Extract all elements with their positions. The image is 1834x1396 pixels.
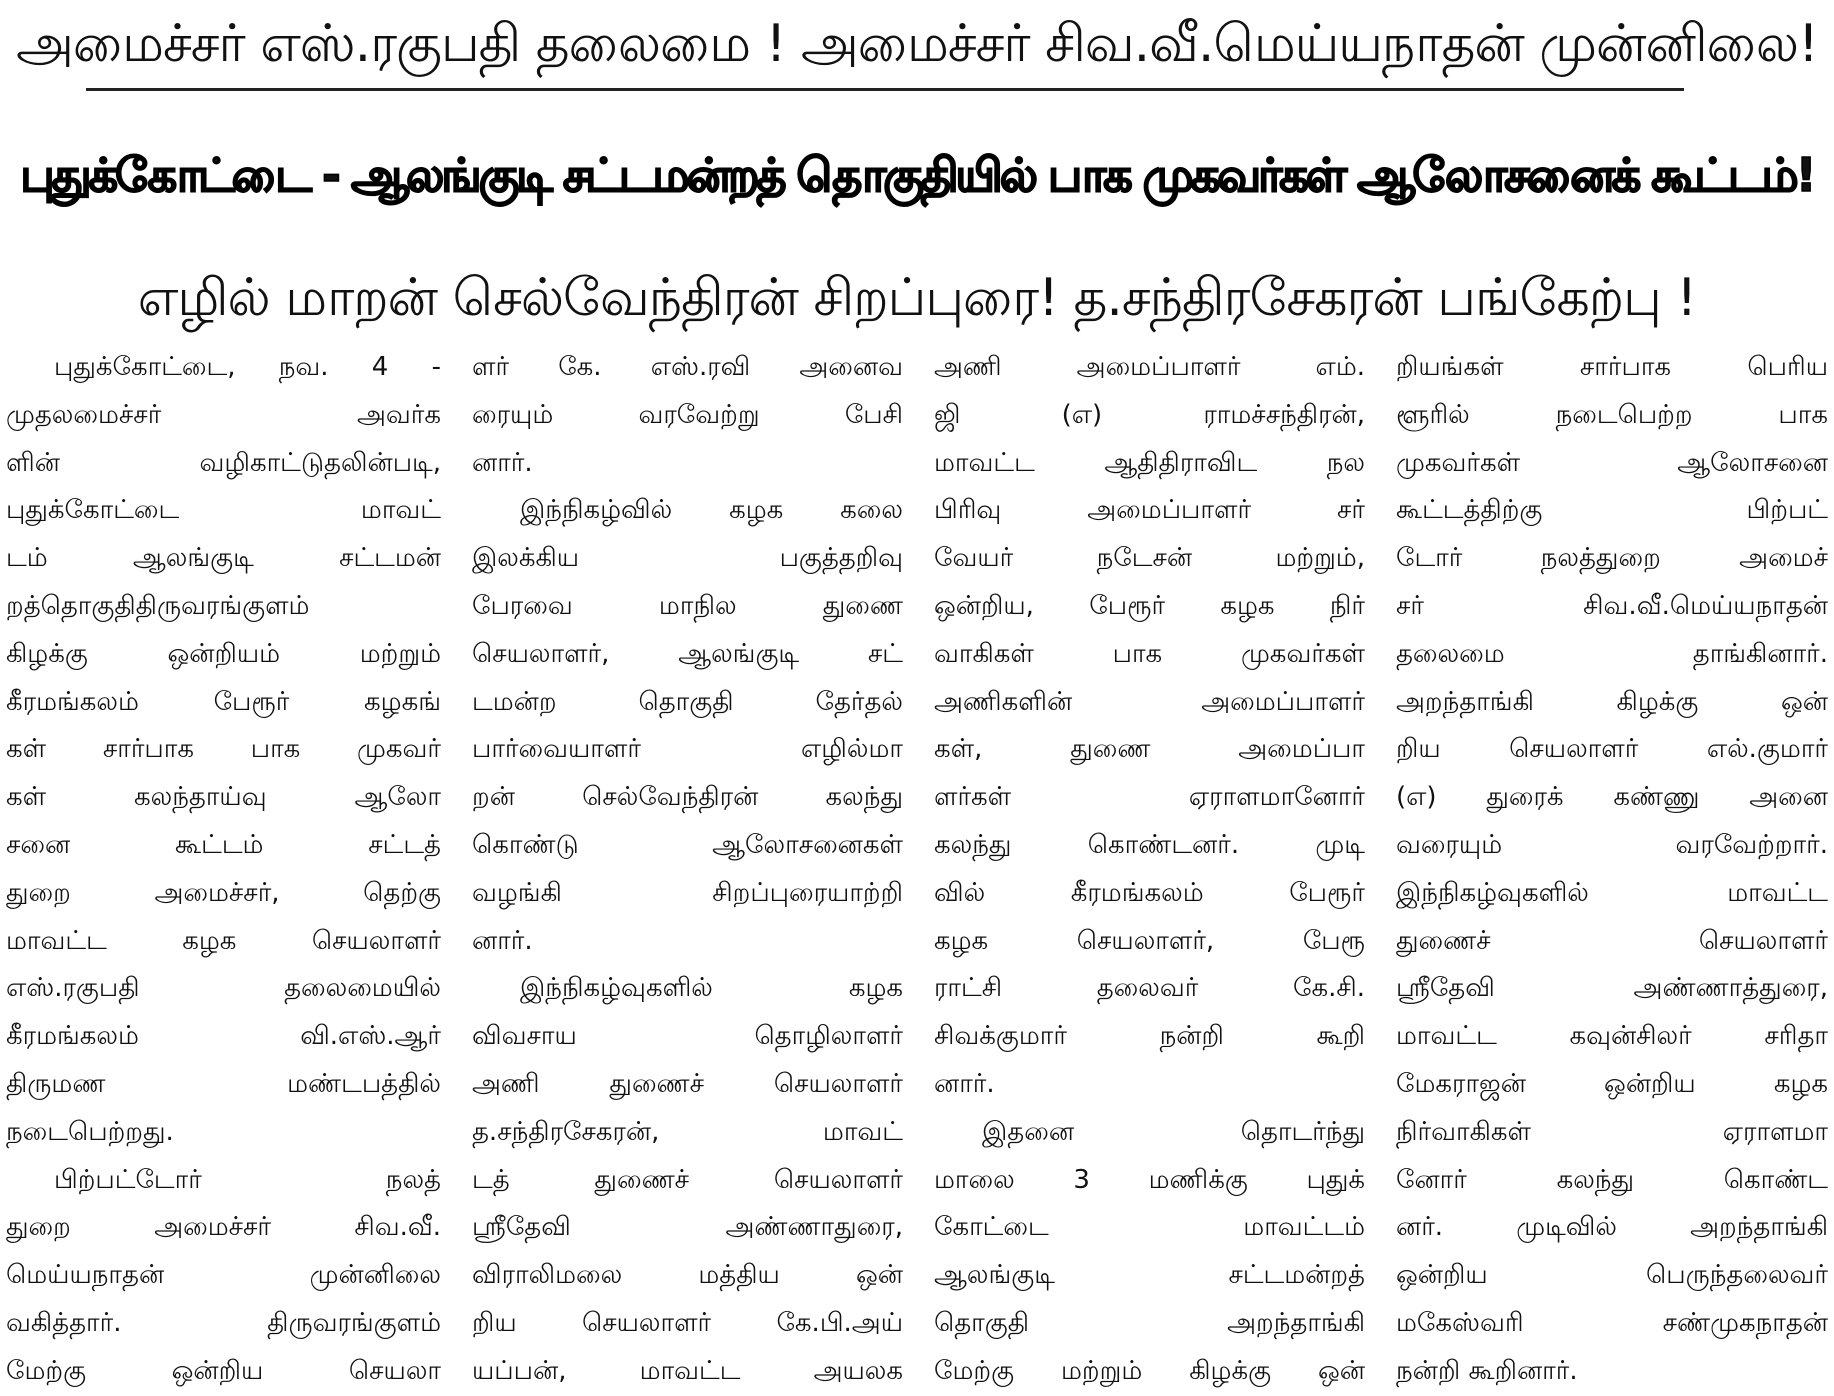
article-line: நன்றி கூறினார். xyxy=(1396,1355,1578,1386)
article-line: ஆலங்குடி சட்டமன்றத் xyxy=(934,1260,1365,1291)
article-line: சிவக்குமார் நன்றி கூறி xyxy=(934,1021,1365,1052)
article-line: டமன்ற தொகுதி தேர்தல் xyxy=(472,686,903,717)
article-line: வில் கீரமங்கலம் பேரூர் xyxy=(934,877,1365,908)
article-line: யப்பன், மாவட்ட அயலக xyxy=(472,1355,903,1386)
article-line: தலைமை தாங்கினார். xyxy=(1396,638,1828,669)
article-line: செயலாளர், ஆலங்குடி சட் xyxy=(472,638,903,669)
article-line: றியங்கள் சார்பாக பெரிய xyxy=(1396,352,1828,382)
article-line: றிய செயலாளர் கே.பி.அய் xyxy=(472,1307,903,1338)
article-line: ரையும் வரவேற்று பேசி xyxy=(472,399,903,430)
article-line: பேரவை மாநில துணை xyxy=(472,590,903,621)
kicker-line: அமைச்சர் எஸ்.ரகுபதி தலைமை ! அமைச்சர் சிவ.வீ.மெய்யநாதன் முன்னிலை! xyxy=(16,14,1818,74)
article-column-1 xyxy=(6,344,441,1386)
article-line: ளின் வழிகாட்டுதலின்படி, xyxy=(6,447,441,478)
article-line: னர். முடிவில் அறந்தாங்கி xyxy=(1396,1212,1828,1243)
article-line: இலக்கிய பகுத்தறிவு xyxy=(472,543,903,574)
article-line: கிழக்கு ஒன்றியம் மற்றும் xyxy=(6,638,441,669)
article-line: விவசாய தொழிலாளர் xyxy=(472,1021,903,1052)
article-line: றத்தொகுதிதிருவரங்குளம் xyxy=(6,590,310,621)
article-line: வரையும் வரவேற்றார். xyxy=(1396,829,1828,860)
article-line: பிரிவு அமைப்பாளர் சர் xyxy=(934,495,1365,526)
article-line: றன் செல்வேந்திரன் கலந்து xyxy=(472,782,903,813)
article-column-4 xyxy=(1396,344,1828,1386)
article-line: விராலிமலை மத்திய ஒன் xyxy=(472,1260,903,1291)
article-line: கீரமங்கலம் பேரூர் கழகங் xyxy=(6,686,441,717)
article-line: துறை அமைச்சர் சிவ.வீ. xyxy=(6,1212,441,1243)
article-line: ஜி (எ) ராமச்சந்திரன், xyxy=(934,399,1365,430)
article-line: முதலமைச்சர் அவர்க xyxy=(6,399,441,430)
article-line: னார். xyxy=(472,925,533,956)
article-line: கோட்டை மாவட்டம் xyxy=(934,1212,1365,1243)
article-line: மாவட்ட கழக செயலாளர் xyxy=(6,925,441,956)
article-line: ஒன்றிய, பேரூர் கழக நிர் xyxy=(934,590,1365,621)
article-line: புதுக்கோட்டை, நவ. 4 - xyxy=(54,352,441,382)
article-line: பார்வையாளர் எழில்மா xyxy=(472,734,903,765)
article-line: வகித்தார். திருவரங்குளம் xyxy=(6,1307,441,1338)
article-line: ராட்சி தலைவர் கே.சி. xyxy=(934,973,1365,1004)
article-line: எஸ்.ரகுபதி தலைமையில் xyxy=(6,973,441,1004)
article-line: வழங்கி சிறப்புரையாற்றி xyxy=(472,877,903,908)
article-line: அணி அமைப்பாளர் எம். xyxy=(934,352,1365,382)
article-line: கலந்து கொண்டனர். முடி xyxy=(934,829,1365,860)
article-line: இதனை தொடர்ந்து xyxy=(982,1116,1365,1147)
article-line: னார். xyxy=(934,1068,995,1099)
article-column-3 xyxy=(934,344,1365,1386)
article-line: ஒன்றிய பெருந்தலைவர் xyxy=(1396,1260,1828,1291)
article-line: மேகராஜன் ஒன்றிய கழக xyxy=(1396,1068,1828,1099)
article-line: கழக செயலாளர், பேரூ xyxy=(934,925,1365,956)
article-line: அணிகளின் அமைப்பாளர் xyxy=(934,686,1365,717)
article-column-2 xyxy=(472,344,903,1386)
article-line: மேற்கு மற்றும் கிழக்கு ஒன் xyxy=(934,1355,1365,1386)
subheadline: எழில் மாறன் செல்வேந்திரன் சிறப்புரை! த.சந்திரசேகரன் பங்கேற்பு ! xyxy=(137,268,1697,328)
article-line: கள் சார்பாக பாக முகவர் xyxy=(6,734,441,765)
article-line: கீரமங்கலம் வி.எஸ்.ஆர் xyxy=(6,1021,441,1052)
article-line: இந்நிகழ்வுகளில் மாவட்ட xyxy=(1396,877,1828,908)
article-line: த.சந்திரசேகரன், மாவட் xyxy=(472,1116,903,1147)
article-line: மெய்யநாதன் முன்னிலை xyxy=(6,1260,441,1291)
article-line: வாகிகள் பாக முகவர்கள் xyxy=(934,638,1365,669)
article-line: கள், துணை அமைப்பா xyxy=(934,734,1365,765)
article-line: டம் ஆலங்குடி சட்டமன் xyxy=(6,543,441,574)
article-line: (எ) துரைக் கண்ணு அனை xyxy=(1396,782,1828,813)
article-line: வேயர் நடேசன் மற்றும், xyxy=(934,543,1365,574)
article-line: முகவர்கள் ஆலோசனை xyxy=(1396,447,1828,478)
article-line: மகேஸ்வரி சண்முகநாதன் xyxy=(1396,1307,1828,1338)
article-line: ளர்கள் ஏராளமானோர் xyxy=(934,782,1365,813)
article-line: அறந்தாங்கி கிழக்கு ஒன் xyxy=(1396,686,1828,717)
article-line: ளர் கே. எஸ்.ரவி அனைவ xyxy=(472,352,903,382)
article-line: இந்நிகழ்வுகளில் கழக xyxy=(520,973,903,1004)
article-line: மாவட்ட ஆதிதிராவிட நல xyxy=(934,447,1365,478)
headline: புதுக்கோட்டை - ஆலங்குடி சட்டமன்றத் தொகுதியில் பாக முகவர்கள் ஆலோசனைக் கூட்டம்! xyxy=(20,148,1814,202)
article-line: கொண்டு ஆலோசனைகள் xyxy=(472,829,903,860)
article-line: சனை கூட்டம் சட்டத் xyxy=(6,829,441,860)
article-line: ஸ்ரீதேவி அண்ணாத்துரை, xyxy=(1396,973,1828,1004)
article-line: அணி துணைச் செயலாளர் xyxy=(472,1068,903,1099)
article-line: கள் கலந்தாய்வு ஆலோ xyxy=(6,782,441,813)
article-line: மாவட்ட கவுன்சிலர் சரிதா xyxy=(1396,1021,1828,1052)
article-line: ஸ்ரீதேவி அண்ணாதுரை, xyxy=(472,1212,903,1243)
article-line: ளூரில் நடைபெற்ற பாக xyxy=(1396,399,1828,430)
article-line: னார். xyxy=(472,447,533,478)
kicker-divider xyxy=(86,88,1684,91)
article-line: பிற்பட்டோர் நலத் xyxy=(54,1164,441,1195)
article-line: றிய செயலாளர் எல்.குமார் xyxy=(1396,734,1828,765)
article-line: இந்நிகழ்வில் கழக கலை xyxy=(520,495,903,526)
article-line: துறை அமைச்சர், தெற்கு xyxy=(6,877,441,908)
article-line: மேற்கு ஒன்றிய செயலா xyxy=(6,1355,441,1386)
article-line: திருமண மண்டபத்தில் xyxy=(6,1068,441,1099)
article-line: நிர்வாகிகள் ஏராளமா xyxy=(1396,1116,1828,1147)
article-line: மாலை 3 மணிக்கு புதுக் xyxy=(934,1164,1365,1195)
article-line: னோர் கலந்து கொண்ட xyxy=(1396,1164,1828,1195)
article-line: கூட்டத்திற்கு பிற்பட் xyxy=(1396,495,1828,526)
article-line: சர் சிவ.வீ.மெய்யநாதன் xyxy=(1396,590,1828,621)
article-line: நடைபெற்றது. xyxy=(6,1116,174,1147)
article-line: தொகுதி அறந்தாங்கி xyxy=(934,1307,1365,1338)
article-line: டோர் நலத்துறை அமைச் xyxy=(1396,543,1828,574)
article-line: டத் துணைச் செயலாளர் xyxy=(472,1164,903,1195)
article-line: துணைச் செயலாளர் xyxy=(1396,925,1828,956)
article-line: புதுக்கோட்டை மாவட் xyxy=(6,495,441,526)
